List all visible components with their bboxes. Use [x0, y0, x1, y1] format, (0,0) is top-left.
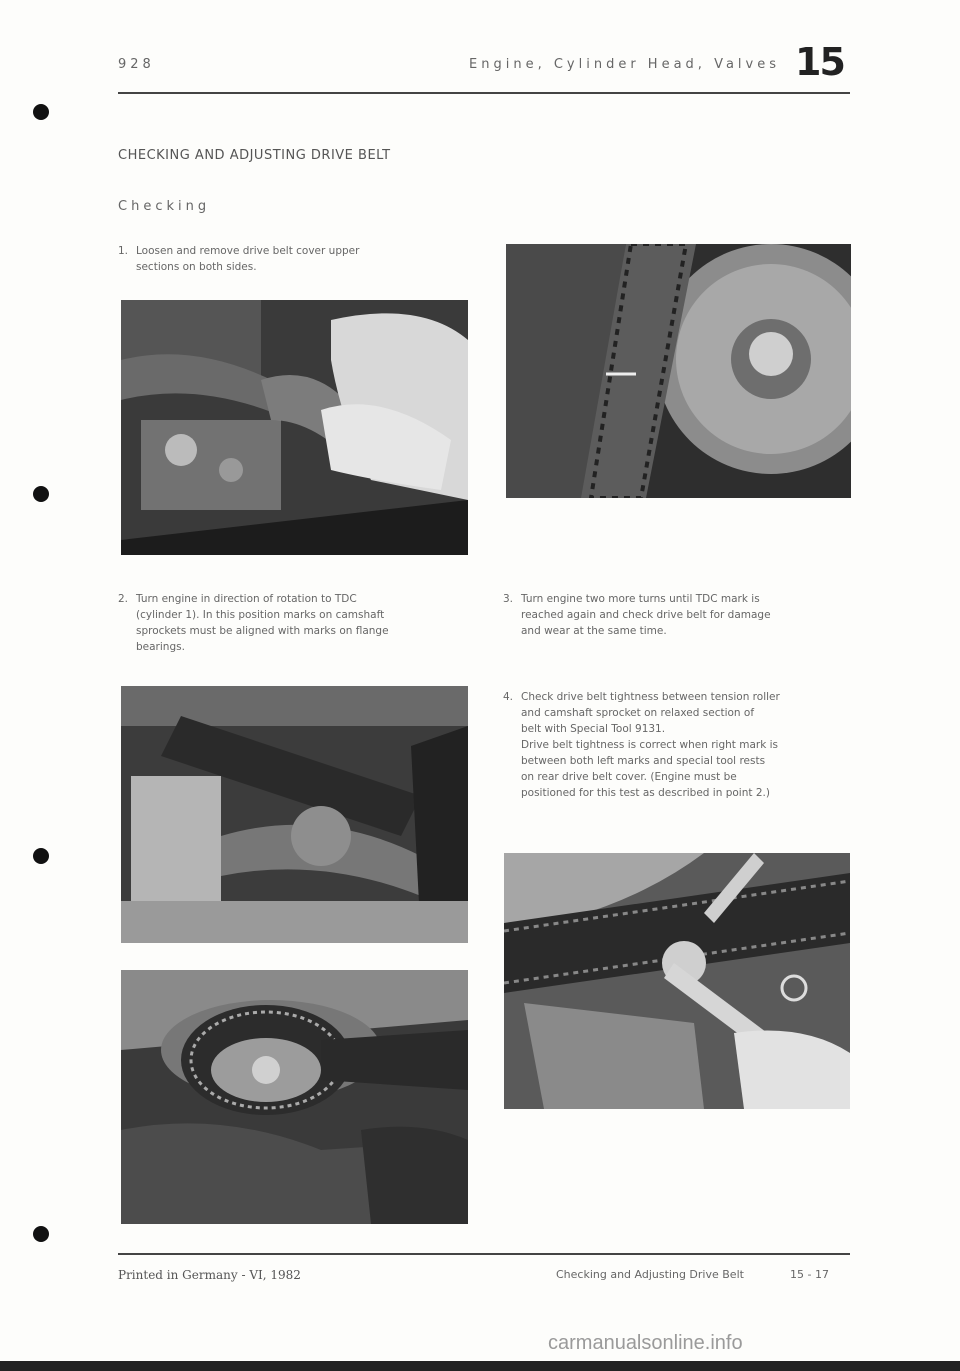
- step-line: belt with Special Tool 9131.: [521, 723, 666, 735]
- step-line: Check drive belt tightness between tension roller: [521, 691, 780, 703]
- step-line: on rear drive belt cover. (Engine must be: [521, 771, 737, 783]
- step-line: bearings.: [136, 641, 185, 653]
- footer-rule: [118, 1253, 850, 1255]
- step-number: 3.: [503, 593, 514, 605]
- step-line: and camshaft sprocket on relaxed section of: [521, 707, 755, 719]
- watermark: carmanualsonline.info: [548, 1332, 743, 1354]
- photo-tdc-mark: [506, 244, 851, 498]
- binder-hole: [33, 848, 49, 864]
- photo-engine-rotation: [121, 686, 468, 943]
- step-line: and wear at the same time.: [521, 625, 667, 637]
- step-line: Drive belt tightness is correct when right mark is: [521, 739, 779, 751]
- header-group-number: 15: [795, 40, 844, 84]
- step-4: [503, 689, 858, 801]
- binder-hole: [33, 1226, 49, 1242]
- binder-hole: [33, 486, 49, 502]
- step-line: reached again and check drive belt for damage: [521, 609, 771, 621]
- footer-section-name: Checking and Adjusting Drive Belt: [556, 1268, 744, 1281]
- step-line: sprockets must be aligned with marks on flange: [136, 625, 389, 637]
- step-line: Loosen and remove drive belt cover upper: [136, 245, 360, 257]
- subsection-heading: Checking: [118, 199, 211, 214]
- step-number: 4.: [503, 691, 514, 703]
- header-rule: [118, 92, 850, 94]
- step-line: (cylinder 1). In this position marks on camshaft: [136, 609, 385, 621]
- step-line: between both left marks and special tool rests: [521, 755, 766, 767]
- page-title: CHECKING AND ADJUSTING DRIVE BELT: [118, 148, 391, 163]
- footer-printed: Printed in Germany - VI, 1982: [118, 1268, 301, 1282]
- step-1: [118, 243, 458, 275]
- header-model: 928: [118, 57, 155, 72]
- binder-hole: [33, 104, 49, 120]
- step-line: Turn engine in direction of rotation to TDC: [136, 593, 357, 605]
- step-line: positioned for this test as described in point 2.): [521, 787, 770, 799]
- step-number: 2.: [118, 593, 129, 605]
- step-line: sections on both sides.: [136, 261, 257, 273]
- step-number: 1.: [118, 245, 129, 257]
- photo-belt-cover-removal: [121, 300, 468, 555]
- step-2: [118, 591, 468, 655]
- step-line: Turn engine two more turns until TDC mark is: [521, 593, 760, 605]
- step-3: [503, 591, 853, 639]
- bottom-bar: [0, 1361, 960, 1371]
- photo-special-tool-9131: [504, 853, 850, 1109]
- photo-camshaft-sprocket: [121, 970, 468, 1224]
- header-section-title: Engine, Cylinder Head, Valves: [469, 57, 780, 72]
- footer-page-number: 15 - 17: [790, 1268, 829, 1281]
